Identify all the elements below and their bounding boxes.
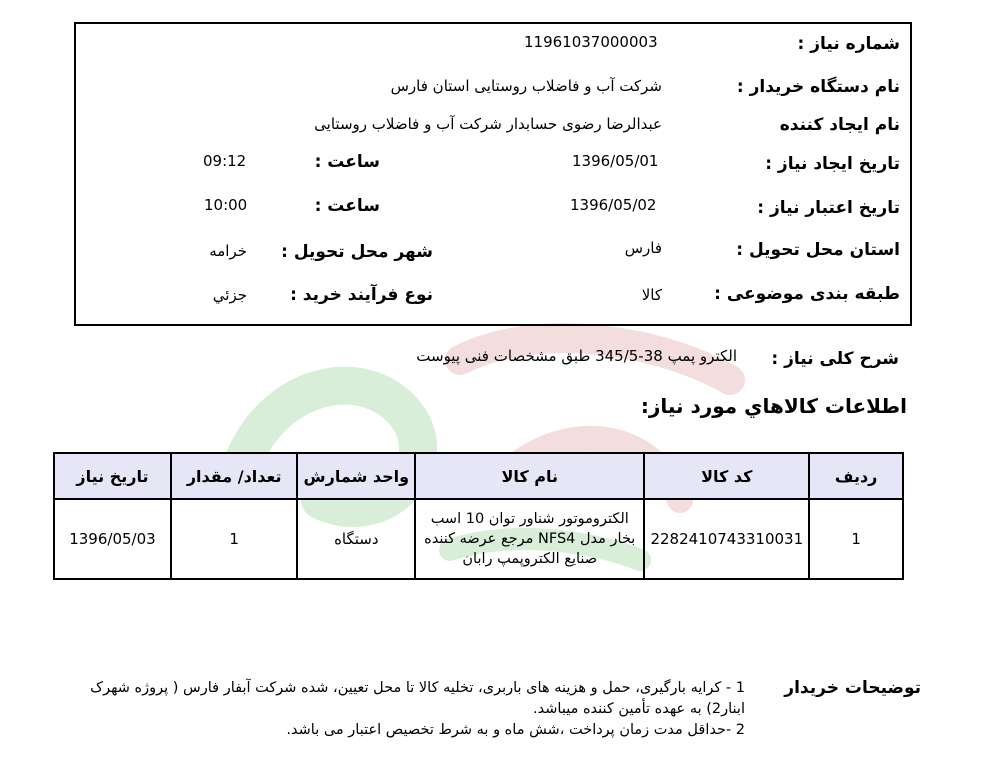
col-header-name: نام کالا — [415, 453, 644, 499]
buyer-note-line-1: 1 - کرایه بارگیری، حمل و هزینه های باربری، تخلیه کالا تا محل تعیین، شده شرکت آبفار فارس ( پروژه شهرک ابنار2) به عهده تأمین کننده میباشد. — [90, 680, 745, 717]
col-header-row-number: ردیف — [809, 453, 903, 499]
summary-text: الکترو پمپ 38-345/5 طبق مشخصات فنی پیوست — [416, 347, 737, 365]
cell-name: الکتروموتور شناور توان 10 اسب بخار مدل NFS4 مرجع عرضه کننده صنایع الکتروپمپ رابان — [415, 499, 644, 579]
cell-qty: 1 — [171, 499, 298, 579]
need-header-box — [74, 22, 912, 326]
buyer-note-line-2: 2 -حداقل مدت زمان پرداخت ،شش ماه و به شرط تخصیص اعتبار می باشد. — [286, 722, 745, 738]
cell-date: 1396/05/03 — [54, 499, 171, 579]
need-number-value: 11961037000003 — [524, 33, 658, 51]
goods-table — [53, 452, 904, 580]
create-time-value: 09:12 — [203, 152, 247, 170]
province-label: استان محل تحویل : — [736, 240, 900, 260]
col-header-qty: تعداد/ مقدار — [171, 453, 298, 499]
create-date-value: 1396/05/01 — [572, 152, 659, 170]
valid-time-value: 10:00 — [204, 196, 248, 214]
valid-date-label: تاریخ اعتبار نیاز : — [757, 198, 900, 218]
goods-section-title: اطلاعات کالاهاي مورد نیاز: — [640, 394, 907, 418]
process-value: جزئي — [212, 286, 247, 304]
city-label: شهر محل تحویل : — [281, 242, 433, 262]
cell-code: 2282410743310031 — [644, 499, 809, 579]
goods-table-header-row — [54, 453, 903, 499]
process-label: نوع فرآیند خرید : — [290, 285, 433, 305]
col-header-code: کد کالا — [644, 453, 809, 499]
col-header-unit: واحد شمارش — [297, 453, 415, 499]
need-number-label: شماره نیاز : — [797, 34, 900, 54]
creator-label: نام ایجاد کننده — [779, 115, 900, 135]
table-row — [54, 499, 903, 579]
category-label: طبقه بندی موضوعی : — [714, 284, 900, 304]
valid-time-label: ساعت : — [314, 196, 380, 216]
col-header-date: تاریخ نیاز — [54, 453, 171, 499]
category-value: کالا — [641, 286, 662, 304]
summary-label: شرح کلی نیاز : — [771, 349, 899, 369]
cell-unit: دستگاه — [297, 499, 415, 579]
create-date-label: تاریخ ایجاد نیاز : — [765, 154, 900, 174]
valid-date-value: 1396/05/02 — [570, 196, 657, 214]
city-value: خرامه — [209, 242, 247, 260]
province-value: فارس — [624, 239, 662, 257]
buyer-org-value: شرکت آب و فاضلاب روستایی استان فارس — [390, 77, 662, 95]
buyer-notes-body — [55, 678, 745, 741]
cell-row-number: 1 — [809, 499, 903, 579]
creator-value: عبدالرضا رضوی حسابدار شرکت آب و فاضلاب روستایی — [314, 115, 662, 133]
buyer-org-label: نام دستگاه خریدار : — [736, 77, 900, 97]
create-time-label: ساعت : — [314, 152, 380, 172]
buyer-notes-label: توضیحات خریدار — [784, 678, 921, 698]
